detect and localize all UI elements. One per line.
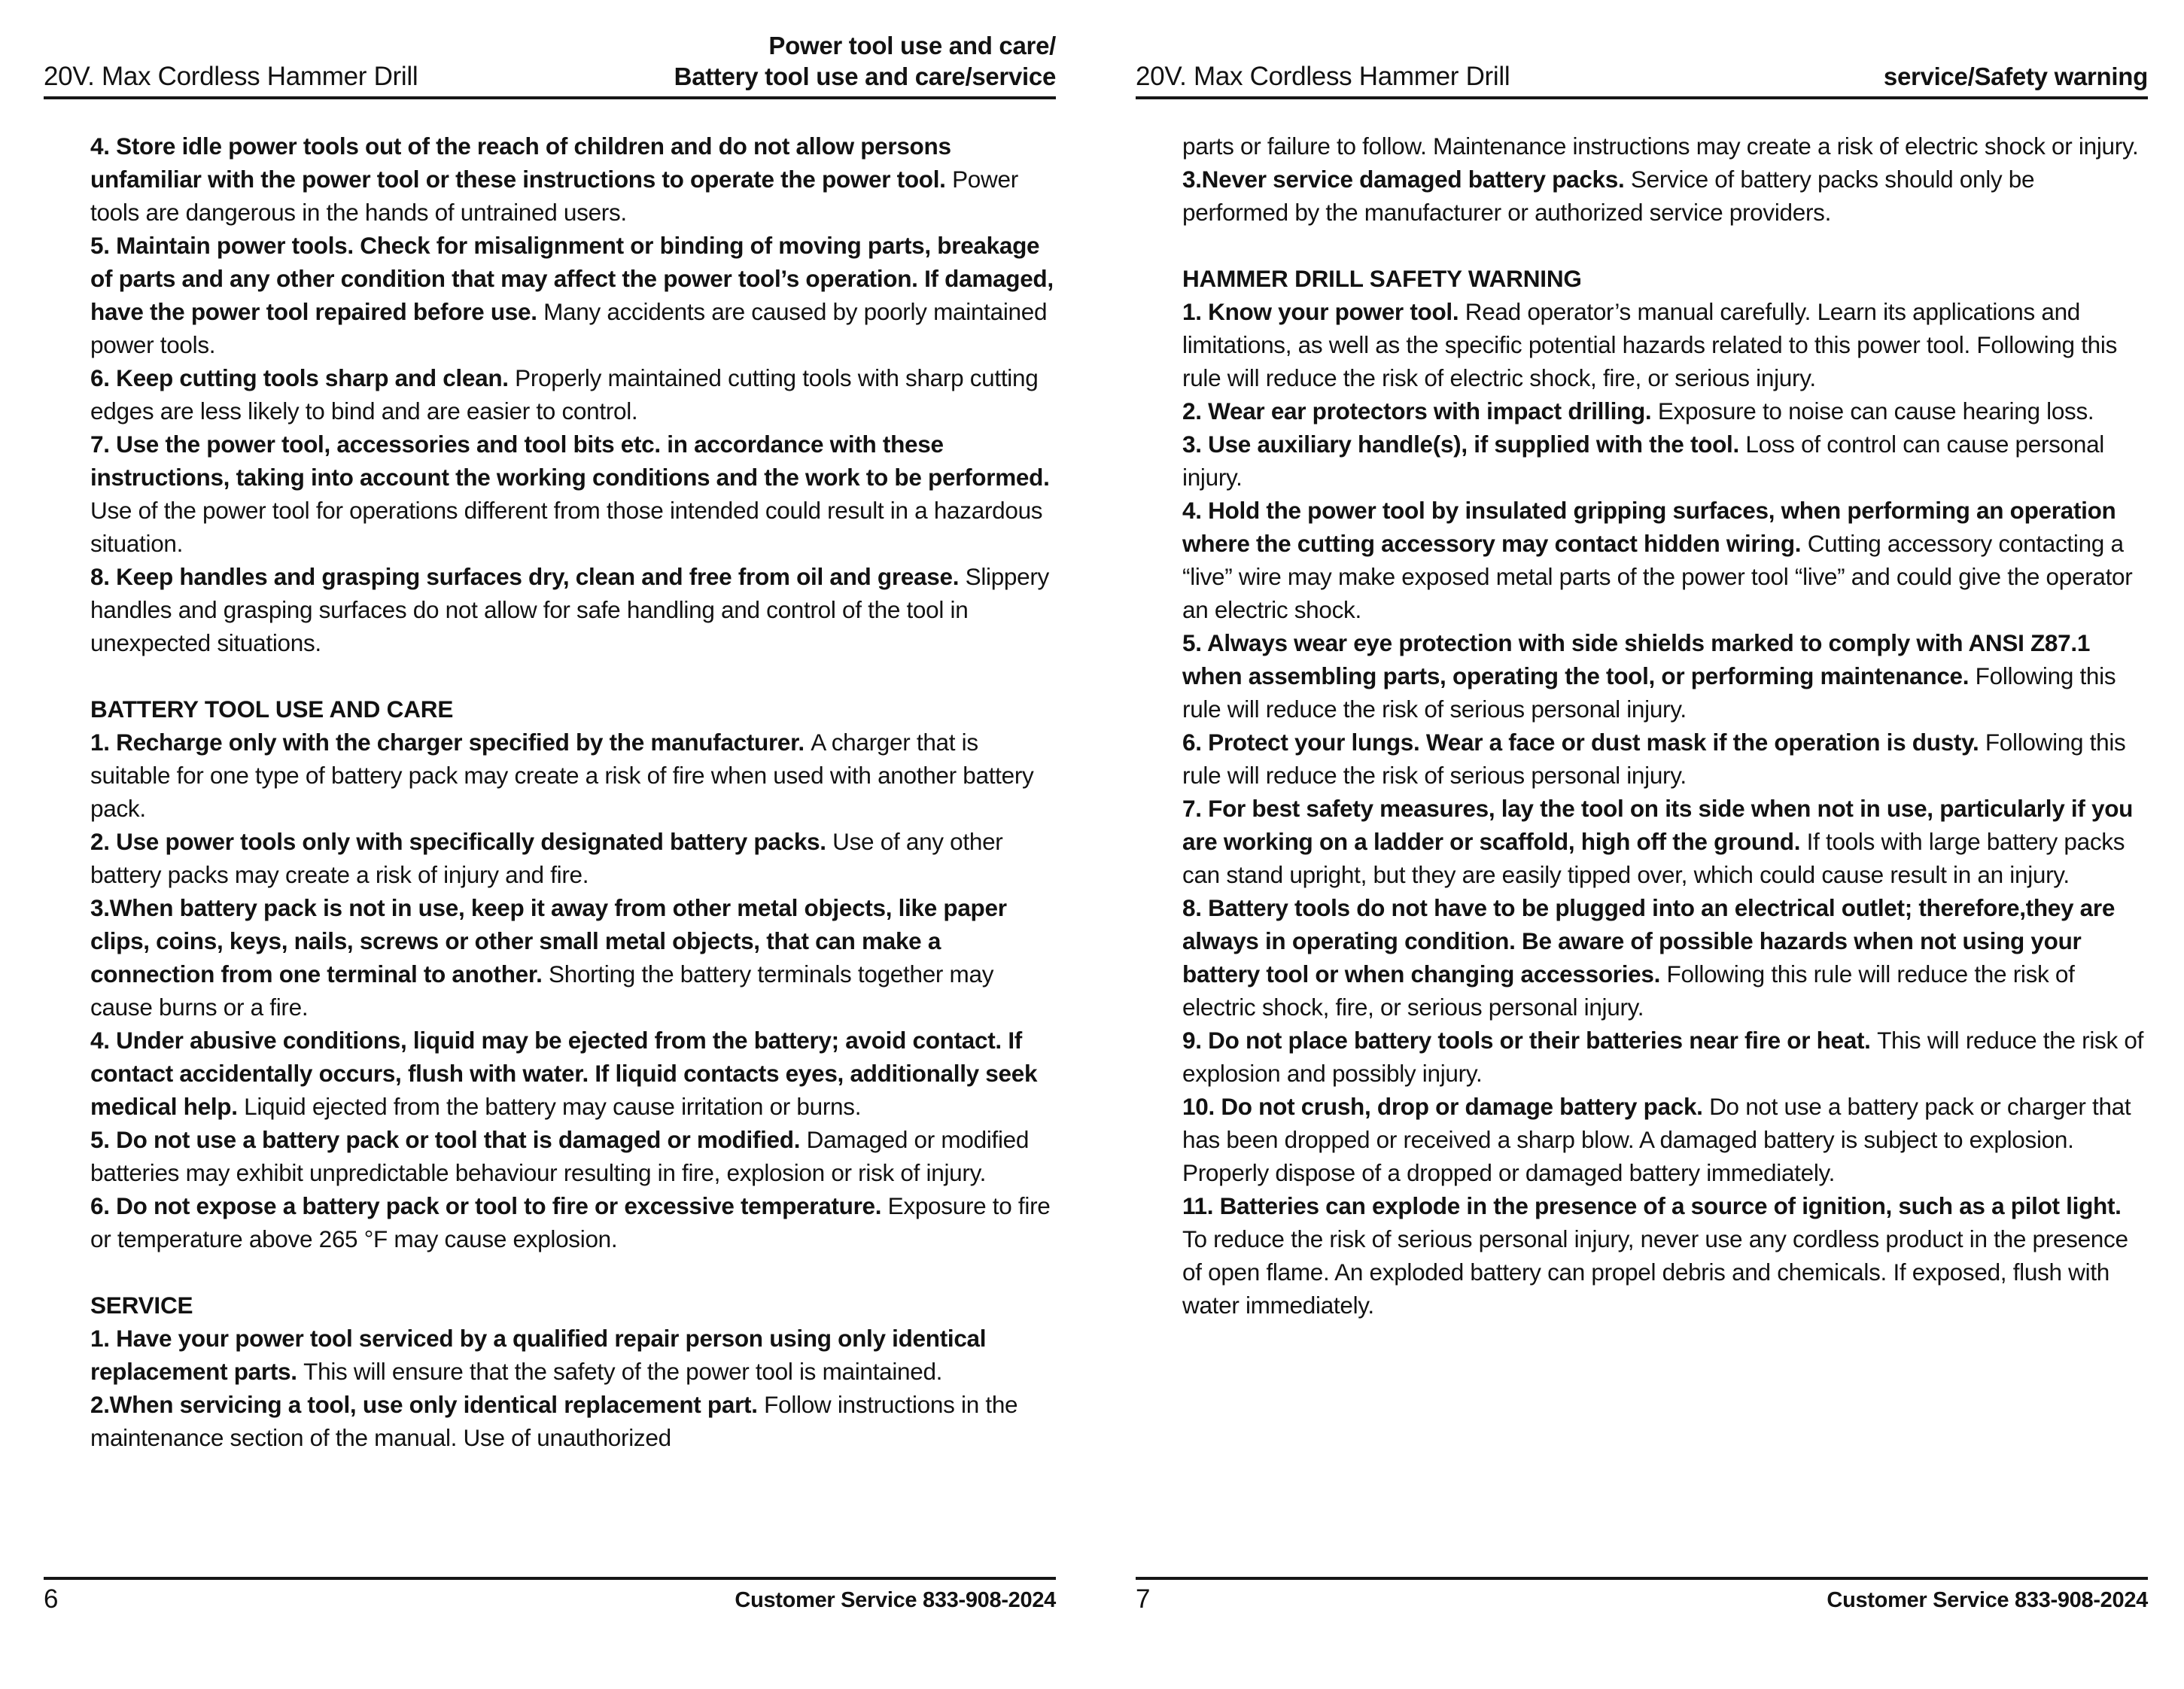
item-bold-lead: 2.When servicing a tool, use only identical replacement part.	[90, 1391, 765, 1418]
numbered-item	[90, 1189, 1054, 1255]
page-number: 6	[44, 1584, 59, 1614]
item-bold-lead: 8. Battery tools do not have to be plugged into an electrical outlet; therefore,they are always in operating condition. Be aware of possible hazards when not using your battery tool or when changing accessories.	[1182, 894, 2116, 988]
item-bold-lead: 7. Use the power tool, accessories and tool bits etc. in accordance with these instructions, taking into account the working conditions and the work to be performed.	[90, 431, 1050, 491]
item-bold-lead: 1. Have your power tool serviced by a qualified repair person using only identical replacement parts.	[90, 1325, 987, 1385]
header-section-title	[1884, 61, 2148, 92]
numbered-item	[1182, 726, 2146, 792]
numbered-item	[1182, 792, 2146, 891]
numbered-item	[90, 229, 1054, 361]
section-heading: SERVICE	[90, 1292, 193, 1319]
item-bold-lead: 11. Batteries can explode in the presence of a source of ignition, such as a pilot light.	[1182, 1192, 2122, 1219]
product-title: 20V. Max Cordless Hammer Drill	[44, 62, 418, 91]
numbered-item	[90, 129, 1054, 229]
numbered-item	[90, 1388, 1054, 1454]
item-text: Following this rule will reduce the risk of electric shock, fire, or serious personal injury.	[1182, 960, 2075, 1021]
numbered-item	[90, 1024, 1054, 1123]
item-bold-lead: 1. Know your power tool.	[1182, 298, 1465, 325]
item-text: Cutting accessory contacting a “live” wire may make exposed metal parts of the power tool “live” and could give the operator an electric shock.	[1182, 530, 2133, 623]
item-bold-lead: 3.Never service damaged battery packs.	[1182, 166, 1631, 193]
item-bold-lead: 2. Wear ear protectors with impact drilling.	[1182, 397, 1658, 425]
numbered-item	[90, 825, 1054, 891]
item-bold-lead: 4. Hold the power tool by insulated gripping surfaces, when performing an operation where the cutting accessory may contact hidden wiring.	[1182, 497, 2116, 557]
numbered-item	[90, 1322, 1054, 1388]
numbered-item	[90, 726, 1054, 825]
item-bold-lead: 1. Recharge only with the charger specified by the manufacturer.	[90, 729, 811, 756]
item-bold-lead: 3.When battery pack is not in use, keep it away from other metal objects, like paper clips, coins, keys, nails, screws or other small metal objects, that can make a connection from one terminal to another.	[90, 894, 1007, 988]
numbered-item	[1182, 494, 2146, 626]
numbered-item	[1182, 428, 2146, 494]
item-text: Properly maintained cutting tools with sharp cutting edges are less likely to bind and are easier to control.	[90, 364, 1039, 425]
item-text: Follow instructions in the maintenance section of the manual. Use of unauthorized	[90, 1391, 1018, 1451]
item-text: parts or failure to follow. Maintenance instructions may create a risk of electric shock or injury.	[1182, 132, 2139, 160]
item-text: A charger that is suitable for one type of battery pack may create a risk of fire when used with another battery pack.	[90, 729, 1034, 822]
item-bold-lead: 10. Do not crush, drop or damage battery pack.	[1182, 1093, 1710, 1120]
numbered-item	[90, 1123, 1054, 1189]
numbered-item	[90, 428, 1054, 560]
numbered-item	[1182, 1024, 2146, 1090]
item-bold-lead: 2. Use power tools only with specifically designated battery packs.	[90, 828, 833, 855]
body-paragraph	[1182, 129, 2146, 163]
header-section-line: Battery tool use and care/service	[674, 62, 1056, 90]
numbered-item	[90, 560, 1054, 659]
item-bold-lead: 5. Maintain power tools. Check for misalignment or binding of moving parts, breakage of parts and any other condition that may affect the power tool’s operation. If damaged, have the power tool repaired before use.	[90, 232, 1054, 325]
item-text: This will reduce the risk of explosion and possibly injury.	[1182, 1027, 2144, 1087]
item-bold-lead: 4. Under abusive conditions, liquid may be ejected from the battery; avoid contact. If contact accidentally occurs, flush with water. If liquid contacts eyes, additionally seek medical help.	[90, 1027, 1038, 1120]
item-bold-lead: 3. Use auxiliary handle(s), if supplied with the tool.	[1182, 431, 1746, 458]
numbered-item	[1182, 626, 2146, 726]
item-text: Read operator’s manual carefully. Learn its applications and limitations, as well as the specific potential hazards related to this power tool. Following this rule will reduce the risk of electric shock, fire, or serious injury.	[1182, 298, 2118, 391]
numbered-item	[1182, 394, 2146, 428]
item-text: Power tools are dangerous in the hands of untrained users.	[90, 166, 1018, 226]
item-text: Shorting the battery terminals together may cause burns or a fire.	[90, 960, 994, 1021]
section-heading: BATTERY TOOL USE AND CARE	[90, 695, 454, 723]
item-text: Service of battery packs should only be performed by the manufacturer or authorized service providers.	[1182, 166, 2035, 226]
item-bold-lead: 5. Always wear eye protection with side shields marked to comply with ANSI Z87.1 when assembling parts, operating the tool, or performing maintenance.	[1182, 629, 2091, 689]
numbered-item	[1182, 1189, 2146, 1322]
item-text: This will ensure that the safety of the power tool is maintained.	[303, 1358, 943, 1385]
item-text: Do not use a battery pack or charger that has been dropped or received a sharp blow. A damaged battery is subject to explosion. Properly dispose of a dropped or damaged battery immediately.	[1182, 1093, 2131, 1186]
item-bold-lead: 9. Do not place battery tools or their batteries near fire or heat.	[1182, 1027, 1878, 1054]
header-section-title	[674, 30, 1056, 92]
item-bold-lead: 7. For best safety measures, lay the tool on its side when not in use, particularly if you are working on a ladder or scaffold, high off the ground.	[1182, 795, 2134, 855]
item-text: Loss of control can cause personal injury.	[1182, 431, 2104, 491]
item-bold-lead: 8. Keep handles and grasping surfaces dry, clean and free from oil and grease.	[90, 563, 966, 590]
page-body	[90, 129, 1054, 1454]
numbered-item	[90, 891, 1054, 1024]
customer-service-label: Customer Service 833-908-2024	[735, 1588, 1056, 1612]
item-text: To reduce the risk of serious personal injury, never use any cordless product in the presence of open flame. An exploded battery can propel debris and chemicals. If exposed, flush with water immediately.	[1182, 1225, 2128, 1319]
item-text: Liquid ejected from the battery may cause irritation or burns.	[244, 1093, 862, 1120]
item-text: Following this rule will reduce the risk of serious personal injury.	[1182, 729, 2126, 789]
item-text: Slippery handles and grasping surfaces do not allow for safe handling and control of the tool in unexpected situations.	[90, 563, 1050, 656]
item-text: Exposure to fire or temperature above 265 °F may cause explosion.	[90, 1192, 1051, 1252]
customer-service-label: Customer Service 833-908-2024	[1827, 1588, 2148, 1612]
item-bold-lead: 6. Keep cutting tools sharp and clean.	[90, 364, 516, 391]
item-bold-lead: 6. Protect your lungs. Wear a face or dust mask if the operation is dusty.	[1182, 729, 1985, 756]
item-bold-lead: 6. Do not expose a battery pack or tool to fire or excessive temperature.	[90, 1192, 888, 1219]
item-text: Exposure to noise can cause hearing loss.	[1657, 397, 2094, 425]
page-header	[44, 0, 1056, 99]
numbered-item	[1182, 1090, 2146, 1189]
item-text: Use of the power tool for operations different from those intended could result in a hazardous situation.	[90, 497, 1043, 557]
product-title: 20V. Max Cordless Hammer Drill	[1136, 62, 1510, 91]
item-text: Damaged or modified batteries may exhibit unpredictable behaviour resulting in fire, explosion or risk of injury.	[90, 1126, 1030, 1186]
item-bold-lead: 5. Do not use a battery pack or tool that is damaged or modified.	[90, 1126, 807, 1153]
page-7	[1092, 0, 2184, 1689]
item-text: Use of any other battery packs may create a risk of injury and fire.	[90, 828, 1003, 888]
numbered-item	[1182, 163, 2146, 229]
page-footer	[1136, 1577, 2148, 1614]
section-heading: HAMMER DRILL SAFETY WARNING	[1182, 265, 1582, 292]
numbered-item	[90, 361, 1054, 428]
header-section-line: service/Safety warning	[1883, 62, 2148, 90]
page-body	[1182, 129, 2146, 1322]
page-number: 7	[1136, 1584, 1151, 1614]
numbered-item	[1182, 891, 2146, 1024]
page-footer	[44, 1577, 1056, 1614]
item-bold-lead: 4. Store idle power tools out of the reach of children and do not allow persons unfamiliar with the power tool or these instructions to operate the power tool.	[90, 132, 953, 193]
page-header	[1136, 0, 2148, 99]
header-section-line: Power tool use and care/	[768, 32, 1056, 59]
item-text: Following this rule will reduce the risk of serious personal injury.	[1182, 662, 2116, 723]
numbered-item	[1182, 295, 2146, 394]
item-text: Many accidents are caused by poorly maintained power tools.	[90, 298, 1048, 358]
item-text: If tools with large battery packs can stand upright, but they are easily tipped over, which could cause result in an injury.	[1182, 828, 2125, 888]
